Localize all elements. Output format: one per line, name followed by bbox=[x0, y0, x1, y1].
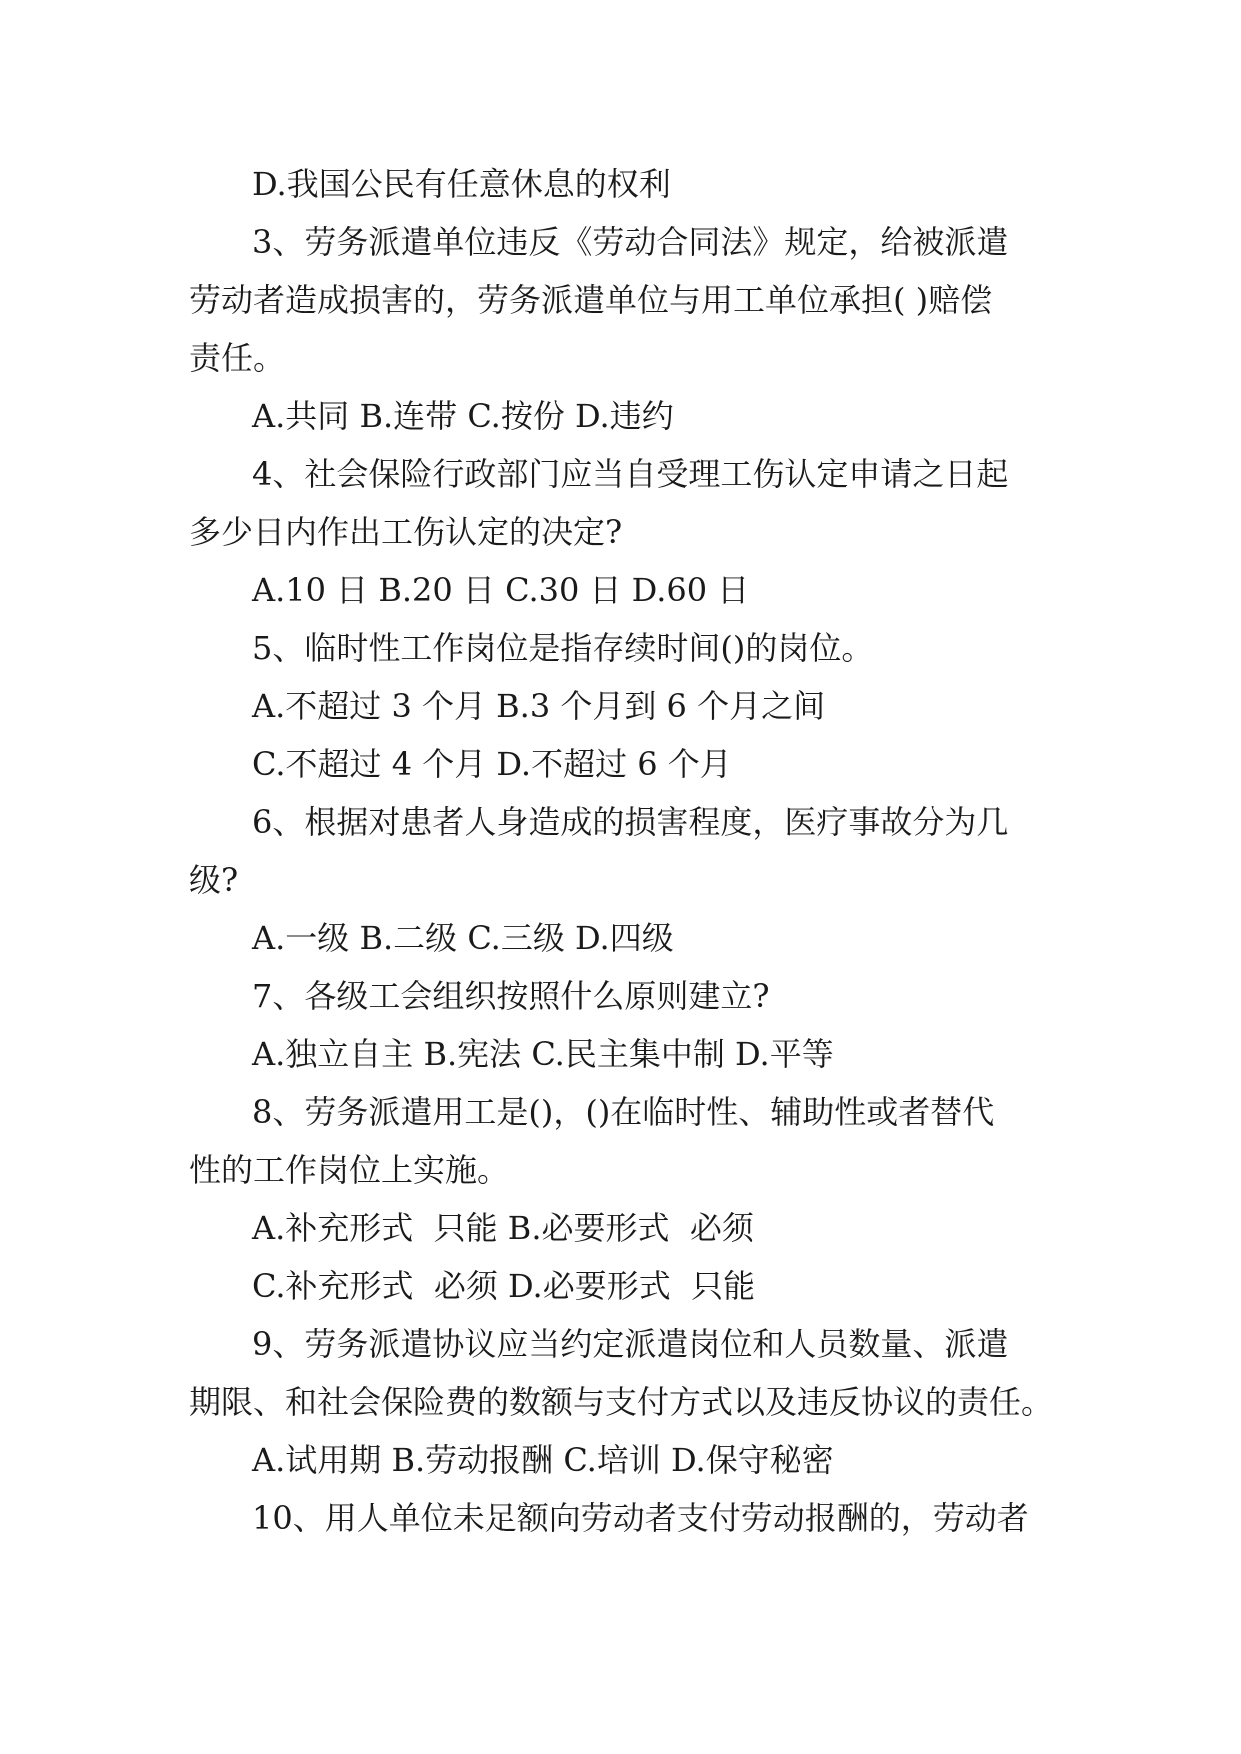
text-line: 责任。 bbox=[189, 339, 286, 377]
option-line: A.一级 B.二级 C.三级 D.四级 bbox=[252, 919, 674, 957]
text-line: 劳动者造成损害的，劳务派遣单位与用工单位承担( )赔偿 bbox=[189, 281, 993, 319]
text-line: 期限、和社会保险费的数额与支付方式以及违反协议的责任。 bbox=[189, 1383, 1054, 1421]
question-line: 3、劳务派遣单位违反《劳动合同法》规定，给被派遣 bbox=[252, 223, 1009, 261]
option-line: A.独立自主 B.宪法 C.民主集中制 D.平等 bbox=[252, 1035, 834, 1073]
option-line: C.补充形式 必须 D.必要形式 只能 bbox=[252, 1267, 756, 1305]
option-line: C.不超过 4 个月 D.不超过 6 个月 bbox=[252, 745, 732, 783]
text-line: 级? bbox=[189, 861, 239, 899]
text-line: 多少日内作出工伤认定的决定? bbox=[189, 513, 623, 551]
option-line: D.我国公民有任意休息的权利 bbox=[252, 165, 671, 203]
option-line: A.补充形式 只能 B.必要形式 必须 bbox=[252, 1209, 754, 1247]
option-line: A.试用期 B.劳动报酬 C.培训 D.保守秘密 bbox=[252, 1441, 834, 1479]
question-line: 5、临时性工作岗位是指存续时间()的岗位。 bbox=[252, 629, 874, 667]
question-line: 10、用人单位未足额向劳动者支付劳动报酬的，劳动者 bbox=[252, 1499, 1029, 1537]
option-line: A.共同 B.连带 C.按份 D.违约 bbox=[252, 397, 674, 435]
question-line: 9、劳务派遣协议应当约定派遣岗位和人员数量、派遣 bbox=[252, 1325, 1009, 1363]
question-line: 6、根据对患者人身造成的损害程度，医疗事故分为几 bbox=[252, 803, 1009, 841]
question-line: 7、各级工会组织按照什么原则建立? bbox=[252, 977, 770, 1015]
option-line: A.10 日 B.20 日 C.30 日 D.60 日 bbox=[252, 571, 750, 609]
question-line: 8、劳务派遣用工是()，()在临时性、辅助性或者替代 bbox=[252, 1093, 995, 1131]
text-line: 性的工作岗位上实施。 bbox=[189, 1151, 510, 1189]
question-line: 4、社会保险行政部门应当自受理工伤认定申请之日起 bbox=[252, 455, 1009, 493]
option-line: A.不超过 3 个月 B.3 个月到 6 个月之间 bbox=[252, 687, 826, 725]
